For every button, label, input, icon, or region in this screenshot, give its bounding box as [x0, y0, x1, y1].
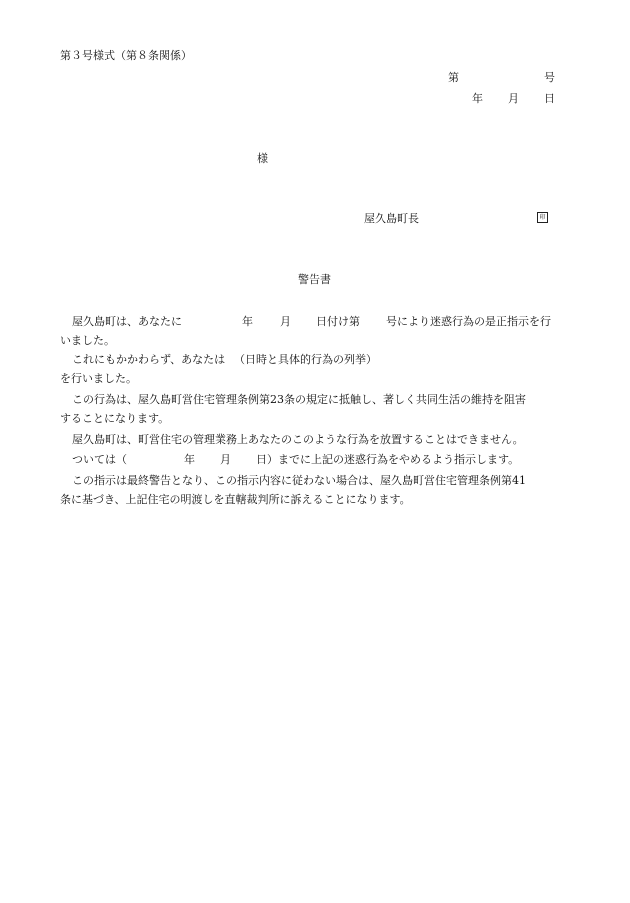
number-suffix: 号	[544, 71, 555, 84]
body-p2-placeholder: （日時と具体的行為の列挙）	[234, 353, 377, 366]
body-p6: この指示は最終警告となり、この指示内容に従わない場合は、屋久島町営住宅管理条例第41	[72, 474, 526, 487]
date-month-label: 月	[508, 92, 519, 105]
body-p5-start: ついては（	[72, 453, 127, 466]
date-day-label: 日	[544, 92, 555, 105]
body-p1-date-number: 日付け第	[316, 315, 360, 328]
body-p1-continuation: いました。	[60, 334, 115, 347]
form-label: 第３号様式（第８条関係）	[60, 49, 192, 62]
body-p3: この行為は、屋久島町営住宅管理条例第23条の規定に抵触し、著しく共同生活の維持を阻害	[72, 393, 526, 406]
body-p2-continuation: を行いました。	[60, 372, 137, 385]
addressee-honorific: 様	[257, 152, 268, 165]
sender-title: 屋久島町長	[364, 212, 419, 225]
body-p6-continuation: 条に基づき、上記住宅の明渡しを直轄裁判所に訴えることになります。	[60, 493, 411, 506]
date-year-label: 年	[472, 92, 483, 105]
body-p1-start: 屋久島町は、あなたに	[72, 315, 182, 328]
body-p1-month: 月	[280, 315, 291, 328]
body-p3-continuation: することになります。	[60, 412, 170, 425]
body-p5-year: 年	[184, 453, 195, 466]
body-p1-year: 年	[242, 315, 253, 328]
seal-mark: 印	[537, 212, 548, 223]
body-p5-month: 月	[220, 453, 231, 466]
body-p1-end: 号により迷惑行為の是正指示を行	[386, 315, 551, 328]
body-p2-start: これにもかかわらず、あなたは	[72, 353, 226, 366]
body-p4: 屋久島町は、町営住宅の管理業務上あなたのこのような行為を放置することはできません。	[72, 433, 524, 446]
body-p5-end: 日）までに上記の迷惑行為をやめるよう指示します。	[256, 453, 520, 466]
document-title: 警告書	[298, 273, 331, 286]
number-prefix: 第	[448, 71, 459, 84]
